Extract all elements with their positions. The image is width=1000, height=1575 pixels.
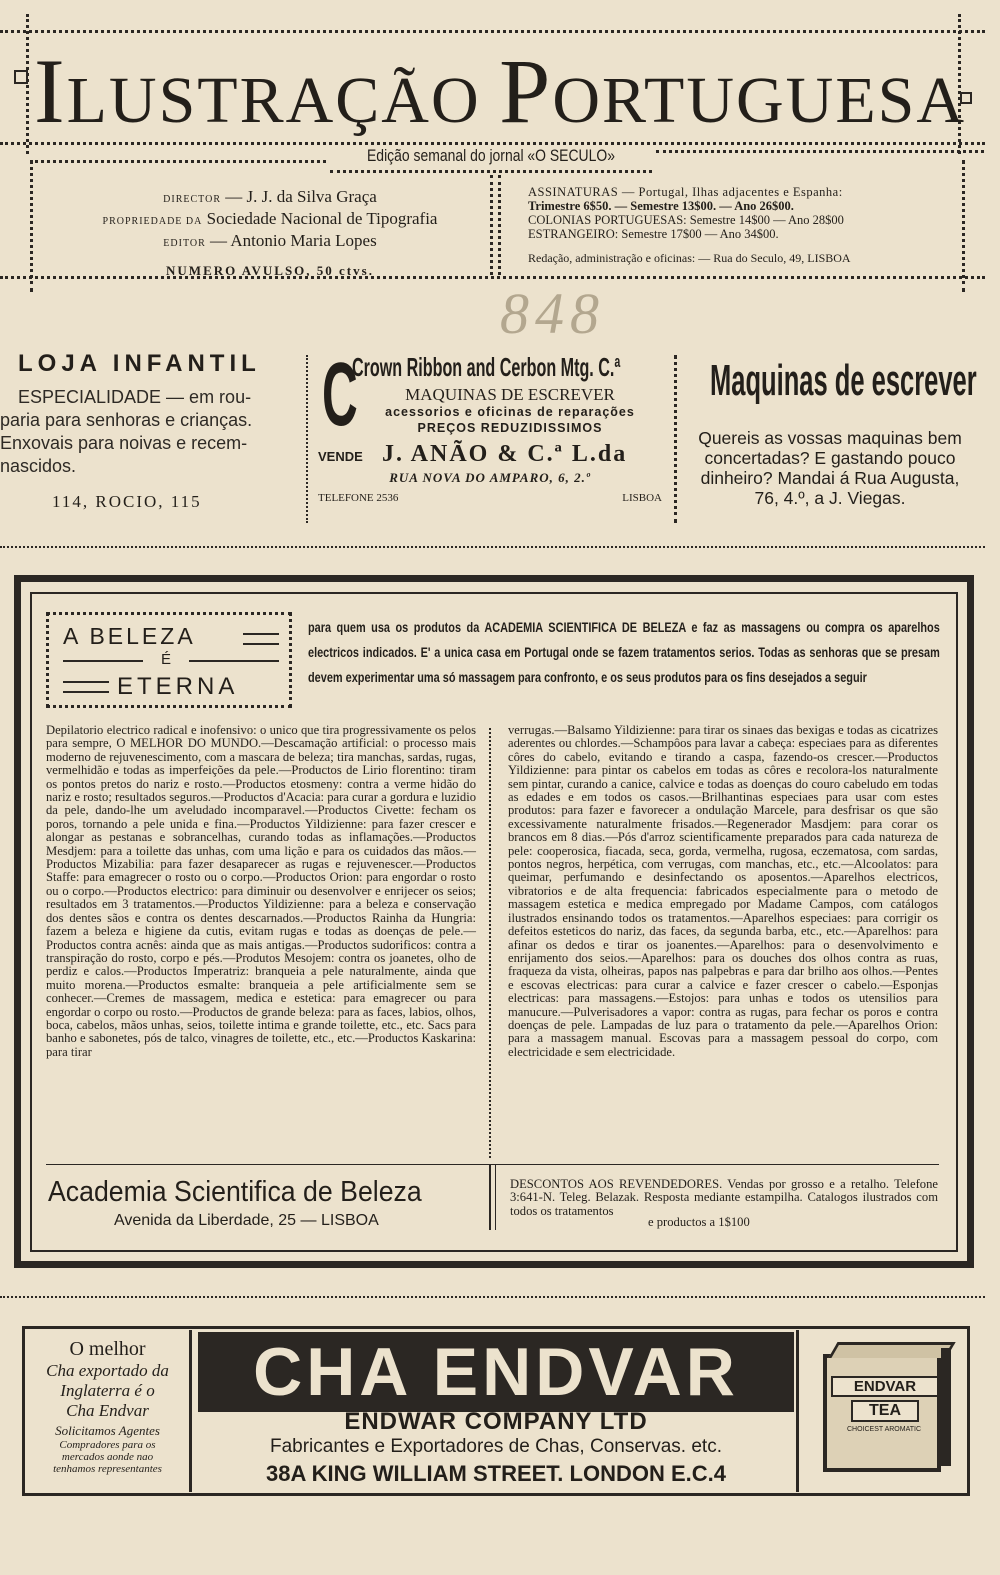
badge-line-1: A BELEZA	[63, 623, 196, 649]
tin-top	[828, 1342, 955, 1358]
endvar-title-panel	[198, 1332, 794, 1412]
endvar-tin-illustration	[796, 1330, 966, 1492]
crown-line-3: PREÇOS REDUZIDISSIMOS	[417, 421, 603, 435]
crown-address: RUA NOVA DO AMPARO, 6, 2.º	[389, 470, 591, 485]
loja-title: LOJA INFANTIL	[18, 350, 261, 377]
subs-line-3: COLONIAS PORTUGUESAS: Semestre 14$00 — Ano 28$00	[528, 213, 844, 227]
title-word-1: LUSTRAÇÃO	[66, 64, 481, 137]
tin-side	[941, 1348, 951, 1466]
beleza-intro: para quem usa os produtos da ACADEMIA SCIENTIFICA DE BELEZA e faz as massagens ou compra os aparelhos electricos indicados. E' a unica casa em Portugal onde se fazem tratamentos serios. Todas as senhoras que se presam devem experimentar uma só massagem para confronto, e os seus produtos para os fins desejados a seguir	[308, 619, 940, 685]
endvar-left-3: Inglaterra é o	[60, 1381, 155, 1400]
endvar-company: ENDWAR COMPANY LTD	[344, 1408, 648, 1435]
ad-loja-infantil	[0, 350, 300, 512]
endvar-left-4: Cha Endvar	[66, 1401, 149, 1420]
maquinas-title: Maquinas de escrever	[710, 356, 977, 405]
masthead-top-rule	[0, 30, 985, 33]
loja-body	[0, 386, 300, 478]
owner-label: PROPRIEDADE DA	[102, 216, 203, 227]
crown-line-2: acessorios e oficinas de reparações	[385, 405, 635, 419]
handwritten-number: 848	[500, 281, 605, 346]
endvar-left-1: O melhor	[69, 1338, 146, 1360]
subscriptions-block	[528, 185, 948, 265]
editor-name: — Antonio Maria Lopes	[210, 231, 377, 250]
crown-footer	[318, 492, 662, 504]
tin-label-2: TEA	[851, 1400, 919, 1422]
badge-line-2: É	[161, 651, 172, 668]
beleza-footer-rule	[46, 1164, 939, 1165]
endvar-title: CHA ENDVAR	[253, 1334, 739, 1410]
badge-rule-a	[243, 633, 279, 635]
endvar-tagline: Fabricantes e Exportadores de Chas, Conservas. etc.	[269, 1436, 722, 1457]
crown-phone: TELEFONE 2536	[318, 492, 399, 504]
crown-city: LISBOA	[622, 492, 662, 504]
subs-line-1: ASSINATURAS — Portugal, Ilhas adjacentes e Espanha:	[528, 185, 843, 199]
editor-label: EDITOR	[163, 238, 206, 249]
info-right-rule	[962, 160, 965, 292]
academy-name: Academia Scientifica de Beleza	[48, 1176, 422, 1208]
badge-rule-c	[63, 660, 143, 662]
subs-line-2: Trimestre 6$50. — Semestre 13$00. — Ano 26$00.	[528, 199, 794, 213]
crown-vende: VENDE	[318, 449, 363, 464]
title-cap-2: P	[499, 40, 553, 142]
beleza-col-right: verrugas.—Balsamo Yildizienne: para tirar os sinaes das bexigas e todas as cicatrizes aderentes ou chlordes.—Schampôos para lavar a cabeça: especiaes para as diferentes côres do cabelo, evitando e tirando a caspa, fazendo-os crescer.—Productos Yildizienne: para pintar os cabelos em todas as côres e recolora-los naturalmente sem pintar, curando a canice, calvice e todas as doenças do couro cabeludo em todas as edades e em todos os casos.—Brilhantinas especiaes para usar com estes produtos: para fazer e favorecer a ondulação Marcele, para desfrisar os que são excessivamente naturalmente frisados.—Regenerador Masdjem: para corar os brancos em 8 dias.—Pós d'arroz scientificamente preparados para cada natureza de pele: cooperosica, fiacada, seca, gorda, vermelha, rugosa, eczematosa, com sardas, pontos negros, herpética, com verrugas, com manchas, etc., etc.—Alcoolatos: para queimar, perfumando e desinfectando os aposentos.—Aparelhos electricos, vibratorios e de alta frequencia: fabricados especialmente para o metodo de massagem estetica e medica empregado por Madame Campos, com catálogos ilustrados ensinando todos os tratamentos.—Aparelhos especiaes: para corrigir os defeitos esteticos do nariz, das faces, da segunda barba, etc., etc.—Aparelhos: para afinar os dedos e tirar os joanentes.—Aparelhos: para o desenvolvimento e enrijamento dos seios.—Aparelhos: para os douches dos olhos contra as ruas, fraqueza da vista, olheiras, papos nas palpebras e para dar brilho aos olhos.—Pentes e escovas electricas: para curar a calvice e fazer crescer o cabelo.—Esponjas electricas: para massagens.—Estojos: para unhas e todos os utensilios para manucure.—Pulverisadores a vapor: contra as rugas, para fechar os poros e contra doenças de pele. Lampadas de luz para o tratamento da pele.—Aparelhos Orion: para a massagem manual. Escovas para a massagem pessoal do corpo, com electricidade e sem electricidade.	[508, 723, 938, 1059]
staff-top-rule	[30, 160, 326, 163]
beleza-footer-divider-2	[495, 1164, 496, 1230]
loja-address: 114, ROCIO, 115	[52, 492, 202, 511]
endvar-address: 38A KING WILLIAM STREET. LONDON E.C.4	[266, 1461, 726, 1486]
beleza-col-divider	[489, 728, 491, 1158]
ads-divider-2	[674, 355, 677, 523]
crown-seller: J. ANÃO & C.ª L.da	[382, 441, 628, 467]
owner-name: Sociedade Nacional de Tipografia	[206, 209, 438, 228]
badge-rule-d	[189, 660, 279, 662]
staff-top-rule-right	[656, 150, 984, 153]
beleza-badge	[46, 612, 292, 708]
loja-line-4: nascidos.	[0, 456, 77, 476]
academy-address: Avenida da Liberdade, 25 — LISBOA	[114, 1212, 379, 1229]
masthead-title	[0, 38, 1000, 144]
endvar-left-2: Cha exportado da	[46, 1361, 169, 1380]
staff-block	[60, 187, 480, 280]
director-name: — J. J. da Silva Graça	[225, 187, 377, 206]
beleza-col-left: Depilatorio electrico radical e inofensivo: o unico que tira progressivamente os pelos para sempre, O MELHOR DO MUNDO.—Descamação artificial: o processo mais moderno de rejuvenescimento, com a mascara de beleza; tira manchas, sardas, rugas, vermelhidão e todas as imperfeições da pele.—Productos de Lirio florentino: tiram os pontos pretos do nariz e rosto.—Productos etosmeny: contra a verme hidão do nariz e rosto; resultados seguros.—Productos d'Acacia: para curar a gordura e luzidio da pele, dando-lhe um aveludado incomparavel.—Productos Civette: fecham os poros, tornando a pele unida e fina.—Productos Yildizienne: para fazer crescer e alongar as pestanas e sobrancelhas, curando todas as inflamações.—Productos Mesdjem: para a toilette das unhas, com uma lição e para os cuidados das mãos.—Productos Mizabilia: para fazer desaparecer as rugas e rejuvenescer.—Productos Staffe: para emagrecer o rosto ou o corpo.—Productos Orion: para engordar o rosto ou o corpo.—Productos electrico: para diminuir ou desenvolver e enrijecer os seios; resultados em 3 tratamentos.—Productos Yildizienne: para a beleza e conservação dos dentes sãos e contra os dentes descarnados.—Productos Rainha da Hungria: fazem a beleza e higiene da cutis, evitam rugas e todas as doenças de pele.—Productos contra acnês: ainda que as mais antigas.—Productos sudorificos: contra a transpiração do rosto, corpo e pés.—Produtos Mesojem: contra os joanetes, olho de perdiz e calos.—Productos Imperatriz: branqueia a pele naturalmente, ainda que muito morena.—Productos esmalte: branqueia a pele artificialmente sem se conhecer.—Cremes de massagem, medica e estetica: para emagrecer ou para engordar o corpo ou rosto.—Productos de grande beleza: para as faces, labios, olhos, boca, cabelos, mãos unhas, seios, toilette intima e grande toilette, etc., etc. Sacs para banho e sabonetes, pós de talco, vinagres de toilette, etc., etc.—Productos Kaskarina: para tirar	[46, 723, 476, 1059]
beleza-footer-divider	[489, 1164, 491, 1230]
ads-row-bottom-rule	[0, 546, 985, 548]
info-mid-rule-2	[498, 175, 501, 275]
director-label: DIRECTOR	[163, 194, 221, 205]
title-cap-1: I	[33, 40, 67, 142]
subs-address: Redação, administração e oficinas: — Rua do Seculo, 49, LISBOA	[528, 251, 851, 265]
resellers-text: DESCONTOS AOS REVENDEDORES. Vendas por grosso e a retalho. Telefone 3:641-N. Teleg. Belazak. Resposta mediante estampilha. Catalogos ilustrados com todos os tratamentos	[510, 1177, 938, 1218]
maquinas-body: Quereis as vossas maquinas bem concertadas? E gastando pouco dinheiro? Mandai á Rua Augusta, 76, 4.º, a J. Viegas.	[698, 428, 962, 508]
crown-initial: C	[322, 345, 358, 445]
tin-label-1: ENDVAR	[831, 1376, 939, 1397]
info-left-rule	[30, 160, 33, 292]
subtitle-underline	[330, 170, 652, 173]
owner-line	[60, 209, 480, 231]
badge-rule-f	[63, 691, 109, 693]
ads-divider-1	[306, 355, 308, 523]
endvar-left-5: Solicitamos Agentes	[55, 1423, 160, 1438]
beleza-bottom-rule	[0, 1296, 985, 1298]
badge-rule-b	[243, 643, 279, 645]
ad-crown-ribbon	[318, 345, 662, 504]
endvar-left-7: mercados aonde nao	[61, 1451, 154, 1463]
title-word-2: ORTUGUESA	[552, 64, 967, 137]
director-line	[60, 187, 480, 209]
subs-line-4: ESTRANGEIRO: Semestre 17$00 — Ano 34$00.	[528, 227, 779, 241]
loja-line-1: ESPECIALIDADE — em rou-	[18, 387, 252, 407]
endvar-left-panel	[26, 1330, 192, 1492]
endvar-left-8: tenhamos representantes	[53, 1463, 162, 1475]
ad-maquinas	[690, 352, 977, 508]
endvar-left-6: Compradores para os	[59, 1439, 156, 1451]
loja-line-3: Enxovais para noivas e recem-	[0, 433, 248, 453]
badge-line-3: ETERNA	[117, 673, 239, 700]
loja-line-2: paria para senhoras e crianças.	[0, 410, 253, 430]
price-line: NUMERO AVULSO, 50 ctvs.	[166, 263, 374, 278]
info-mid-rule	[490, 175, 493, 275]
badge-rule-e	[63, 681, 109, 683]
editor-line	[60, 231, 480, 253]
crown-line-1: MAQUINAS DE ESCREVER	[405, 385, 615, 404]
masthead-subtitle: Edição semanal do jornal «O SECULO»	[367, 146, 615, 165]
crown-title: Crown Ribbon and Cerbon Mtg. C.ª	[352, 352, 621, 382]
tin-label-3: CHOICEST AROMATIC	[846, 1426, 922, 1433]
resellers-end: e productos a 1$100	[648, 1215, 750, 1229]
crown-seller-row	[318, 441, 662, 468]
